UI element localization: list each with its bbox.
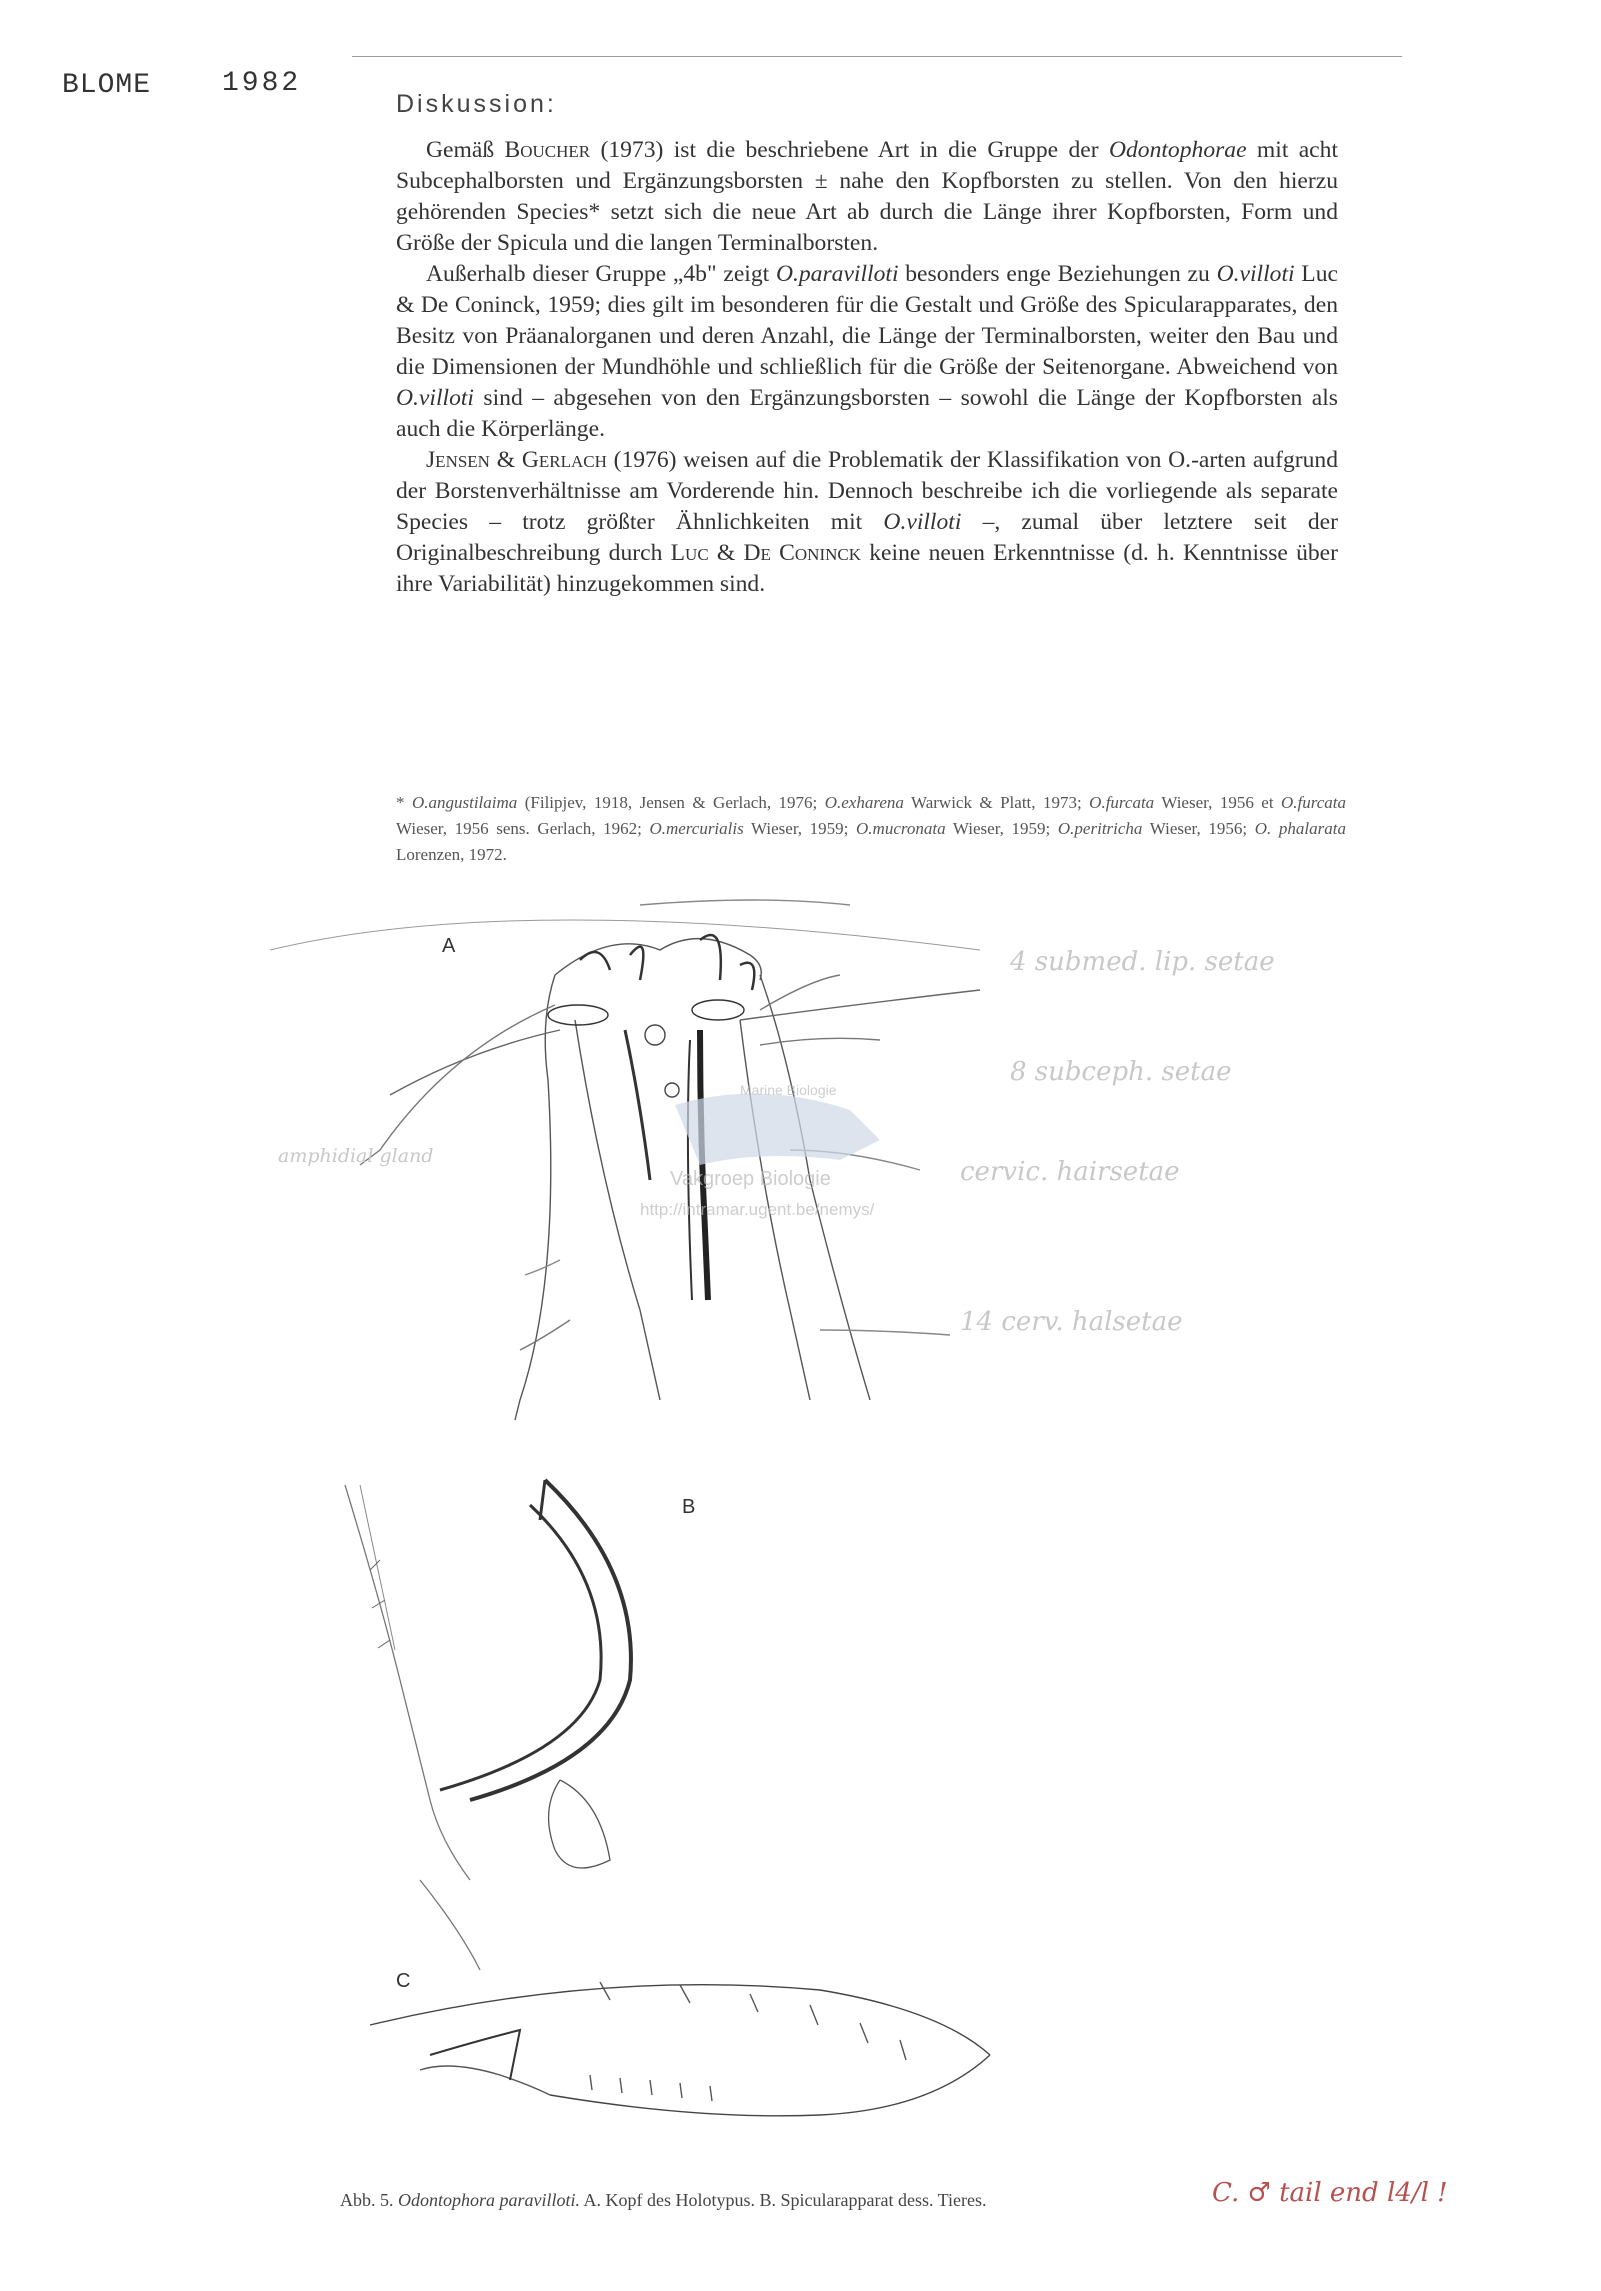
discussion-body xyxy=(396,135,1338,600)
panel-label-a: A xyxy=(442,935,456,957)
panel-label-b: B xyxy=(682,1496,696,1518)
citation: Luc & De Coninck xyxy=(670,540,861,566)
section-heading: Diskussion: xyxy=(396,90,557,118)
running-head-author: BLOME xyxy=(62,70,152,101)
paragraph-2: Außerhalb dieser Gruppe „4b" zeigt O.paravilloti besonders enge Beziehungen zu O.villoti Luc & De Coninck, 1959; dies gilt im besonderen für die Gestalt und Größe des Spicularapparates, den Besitz von Präanalorganen und deren Anzahl, die Länge der Terminalborsten, weiter den Bau und die Dimensionen der Mundhöhle und schließlich für die Größe der Seitenorgane. Abweichend von O.villoti sind – abgesehen von den Ergänzungsborsten – sowohl die Länge der Kopfborsten als auch die Körperlänge. xyxy=(396,261,1338,442)
watermark-text: Vakgroep Biologie xyxy=(670,1168,831,1190)
handwritten-note: cervic. hairsetae xyxy=(960,1157,1180,1187)
taxon-name: O.villoti xyxy=(1216,261,1295,287)
panel-b-spicule-drawing xyxy=(345,1480,631,1970)
figure-5 xyxy=(0,880,1601,2210)
caption-species: Odontophora paravilloti. xyxy=(398,2190,581,2210)
paragraph-1: Gemäß Boucher (1973) ist die beschriebene Art in die Gruppe der Odontophorae mit acht Subcephalborsten und Ergänzungsborsten ± nahe den Kopfborsten zu stellen. Von den hierzu gehörenden Species* setzt sich die neue Art ab durch die Länge ihrer Kopfborsten, Form und Größe der Spicula und die langen Terminalborsten. xyxy=(396,137,1339,256)
taxon-name: Odontophorae xyxy=(1108,137,1247,163)
citation: Gerlach xyxy=(521,447,607,473)
citation: Boucher xyxy=(504,137,591,163)
panel-c-tail-drawing xyxy=(370,1982,990,2116)
handwritten-note: 14 cerv. halsetae xyxy=(960,1307,1183,1337)
watermark-url: http://intramar.ugent.be/nemys/ xyxy=(640,1200,875,1219)
taxon-name: O.villoti xyxy=(396,385,474,411)
handwritten-caption-note: C. ♂ tail end l4/l ! xyxy=(1212,2178,1448,2208)
citation: Jensen xyxy=(426,447,490,473)
figure-caption: Abb. 5. Odontophora paravilloti. A. Kopf des Holotypus. B. Spicularapparat dess. Tieres. xyxy=(340,2190,987,2210)
taxon-name: O.paravilloti xyxy=(775,261,899,287)
header-rule xyxy=(352,56,1402,57)
footnote: * O.angustilaima (Filipjev, 1918, Jensen & Gerlach, 1976; O.exharena Warwick & Platt, 1973; O.furcata Wieser, 1956 et O.furcata Wieser, 1956 sens. Gerlach, 1962; O.mercurialis Wieser, 1959; O.mucronata Wieser, 1959; O.peritricha Wieser, 1956; O. phalarata Lorenzen, 1972. xyxy=(396,793,1347,864)
panel-label-c: C xyxy=(396,1970,411,1992)
taxon-name: O.villoti xyxy=(883,509,962,535)
watermark-text: Marine Biologie xyxy=(740,1082,837,1098)
handwritten-note: amphidial gland xyxy=(278,1145,434,1167)
paragraph-3: Jensen & Gerlach (1976) weisen auf die Problematik der Klassifikation von O.-arten aufgrund der Borstenverhältnisse am Vorderende hin. Dennoch beschreibe ich die vorliegende als separate Species – trotz größter Ähnlichkeiten mit O.villoti –, zumal über letztere seit der Originalbeschreibung durch Luc & De Coninck keine neuen Erkenntnisse (d. h. Kenntnisse über ihre Variabilität) hinzugekommen sind. xyxy=(396,447,1339,597)
running-head-year: 1982 xyxy=(222,68,302,99)
watermark-logo xyxy=(640,1082,880,1219)
handwritten-note: 4 submed. lip. setae xyxy=(1010,947,1275,977)
handwritten-note: 8 subceph. setae xyxy=(1010,1057,1232,1087)
